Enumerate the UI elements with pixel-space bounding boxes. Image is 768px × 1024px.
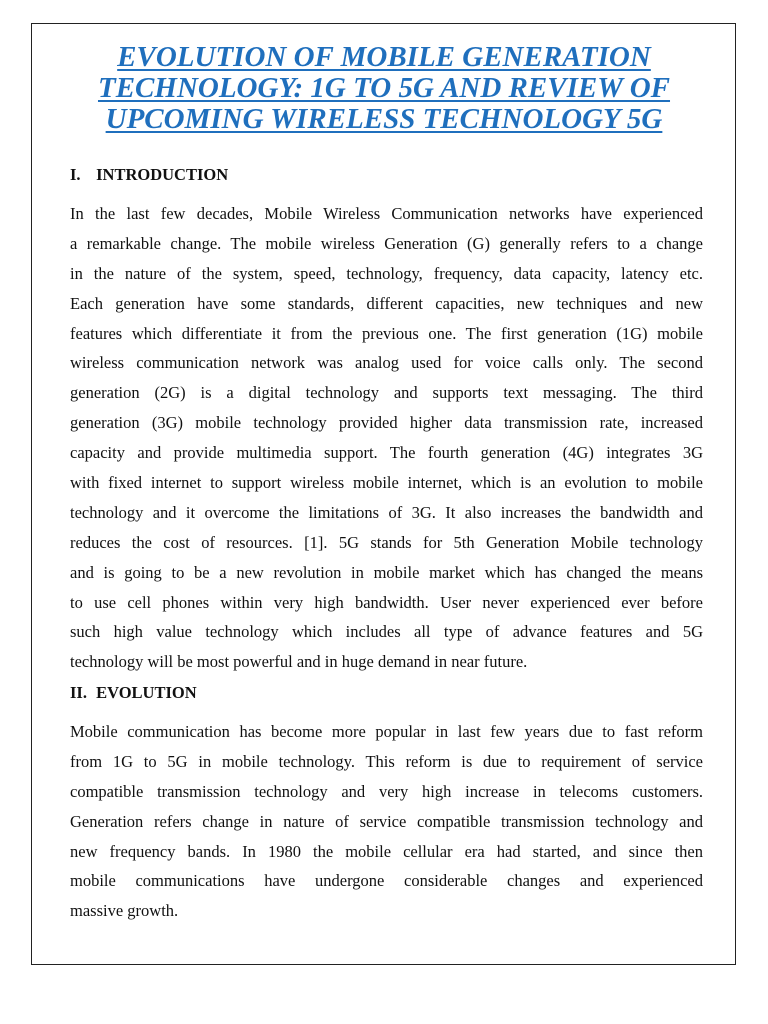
title-line: TECHNOLOGY: 1G TO 5G AND REVIEW OF bbox=[97, 72, 671, 104]
evolution-paragraph bbox=[70, 717, 703, 926]
text-line: a remarkable change. The mobile wireless Generation (G) generally refers to a change bbox=[70, 233, 703, 253]
text-line: such high value technology which includes all type of advance features and 5G bbox=[70, 622, 703, 642]
text-line: reduces the cost of resources. [1]. 5G stands for 5th Generation Mobile technology bbox=[70, 532, 703, 552]
text-line: Generation refers change in nature of service compatible transmission technology and bbox=[70, 811, 703, 831]
section-heading-introduction bbox=[70, 165, 228, 185]
text-line: to use cell phones within very high bandwidth. User never experienced ever before bbox=[70, 592, 703, 612]
section-number: I. bbox=[70, 165, 81, 184]
text-line: in the nature of the system, speed, technology, frequency, data capacity, latency etc. bbox=[70, 263, 703, 283]
title-line: EVOLUTION OF MOBILE GENERATION bbox=[117, 41, 651, 73]
text-line: and is going to be a new revolution in mobile market which has changed the means bbox=[70, 562, 703, 582]
text-line: capacity and provide multimedia support. The fourth generation (4G) integrates 3G bbox=[70, 443, 703, 463]
text-line: compatible transmission technology and very high increase in telecoms customers. bbox=[70, 781, 703, 801]
document-title bbox=[60, 42, 708, 135]
title-line: UPCOMING WIRELESS TECHNOLOGY 5G bbox=[105, 103, 663, 135]
section-number: II. bbox=[70, 683, 87, 702]
text-line: features which differentiate it from the previous one. The first generation (1G) mobile bbox=[70, 323, 703, 343]
text-line: In the last few decades, Mobile Wireless Communication networks have experienced bbox=[70, 204, 703, 223]
text-line: wireless communication network was analog used for voice calls only. The second bbox=[70, 353, 703, 373]
text-line: from 1G to 5G in mobile technology. This reform is due to requirement of service bbox=[70, 751, 703, 771]
text-line: new frequency bands. In 1980 the mobile cellular era had started, and since then bbox=[70, 841, 703, 861]
text-line: Each generation have some standards, different capacities, new techniques and new bbox=[70, 293, 703, 313]
introduction-paragraph bbox=[70, 199, 703, 677]
section-title: INTRODUCTION bbox=[96, 165, 229, 184]
text-line: generation (2G) is a digital technology and supports text messaging. The third bbox=[70, 383, 703, 403]
text-line: mobile communications have undergone considerable changes and experienced bbox=[70, 871, 703, 891]
text-line: with fixed internet to support wireless mobile internet, which is an evolution to mobile bbox=[70, 473, 703, 493]
text-line: generation (3G) mobile technology provided higher data transmission rate, increased bbox=[70, 413, 703, 433]
text-line: massive growth. bbox=[70, 901, 179, 921]
section-title: EVOLUTION bbox=[96, 683, 197, 702]
section-heading-evolution bbox=[70, 683, 197, 703]
text-line: Mobile communication has become more popular in last few years due to fast reform bbox=[70, 722, 703, 741]
text-line: technology will be most powerful and in huge demand in near future. bbox=[70, 652, 528, 672]
text-line: technology and it overcome the limitations of 3G. It also increases the bandwidth and bbox=[70, 502, 703, 522]
